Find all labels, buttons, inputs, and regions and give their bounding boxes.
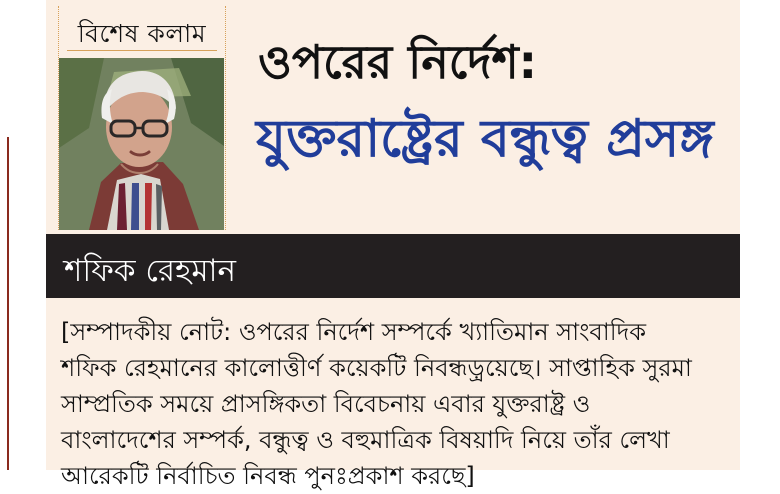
headline-line-1: ওপরের নির্দেশ: — [258, 35, 538, 89]
headline-line-2: যুক্তরাষ্ট্রের বন্ধুত্ব প্রসঙ্গ — [256, 109, 714, 169]
author-name: শফিক রেহমান — [64, 253, 237, 289]
right-page-margin — [740, 0, 780, 470]
body-line-3: সাম্প্রতিক সময়ে প্রাসঙ্গিকতা বিবেচনায় এবার যুক্তরাষ্ট্র ও — [61, 390, 591, 418]
column-label: বিশেষ কলাম — [77, 19, 207, 48]
column-badge — [58, 6, 226, 230]
body-line-4: বাংলাদেশের সম্পর্ক, বন্ধুত্ব ও বহুমাত্রিক বিষয়াদি নিয়ে তাঁর লেখা — [61, 426, 670, 454]
body-line-1: [সম্পাদকীয় নোট: ওপরের নির্দেশ সম্পর্কে খ্যাতিমান সাংবাদিক — [61, 318, 646, 346]
body-line-2: শফিক রেহমানের কালোত্তীর্ণ কয়েকটি নিবন্ধড়্রয়েছে। সাপ্তাহিক সুরমা — [61, 354, 692, 382]
column-label-rule — [67, 50, 217, 51]
article-card — [46, 0, 740, 490]
body-line-5: আরেকটি নির্বাচিত নিবন্ধ পুনঃপ্রকাশ করছে] — [61, 462, 475, 490]
author-portrait — [59, 58, 224, 230]
author-band — [46, 234, 740, 298]
adjacent-column-border — [0, 137, 9, 470]
author-photo-illustration — [59, 58, 224, 230]
article-intro — [61, 314, 731, 494]
